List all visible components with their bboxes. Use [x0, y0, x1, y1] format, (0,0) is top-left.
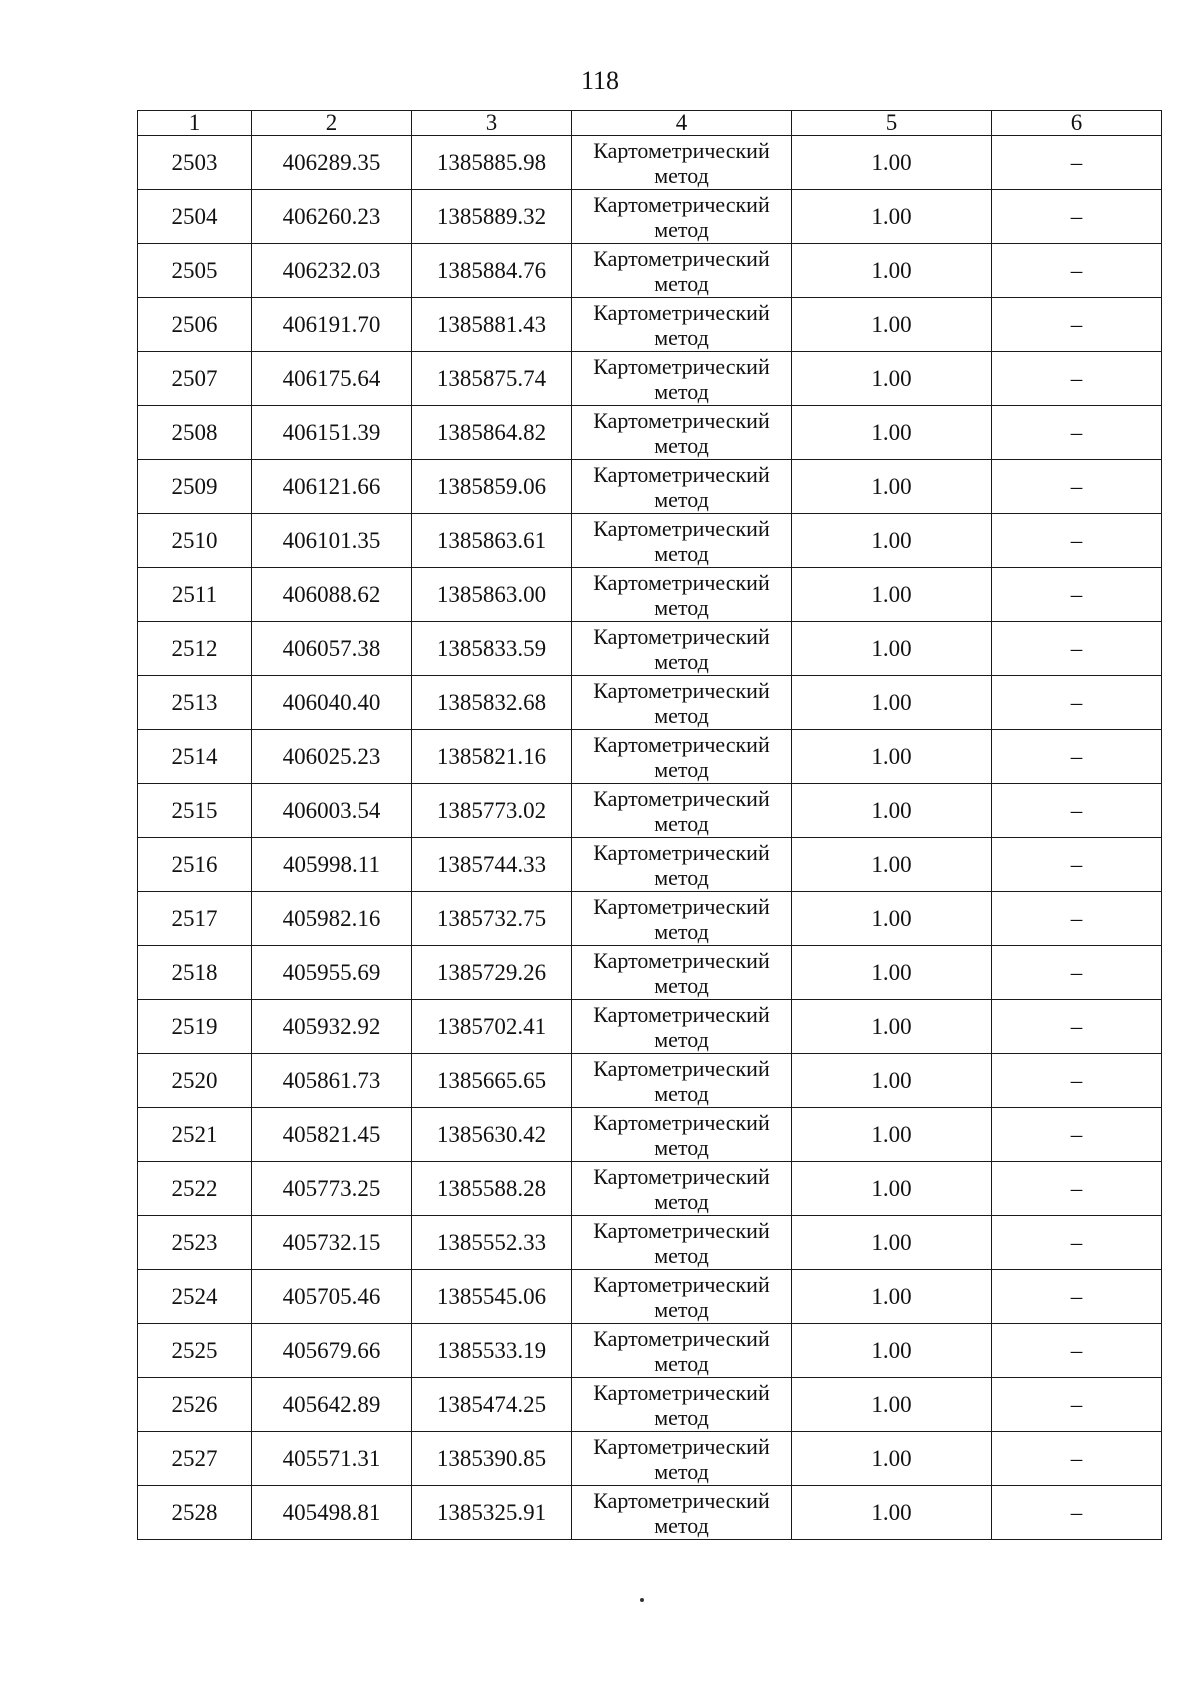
table-row	[138, 1270, 1162, 1324]
note-cell: –	[992, 1378, 1162, 1432]
method-cell: Картометрический метод	[572, 1216, 792, 1270]
x-coordinate-cell: 405998.11	[252, 838, 412, 892]
note-cell: –	[992, 784, 1162, 838]
y-coordinate-cell: 1385884.76	[412, 244, 572, 298]
note-cell: –	[992, 1000, 1162, 1054]
note-cell: –	[992, 1270, 1162, 1324]
table-row	[138, 298, 1162, 352]
y-coordinate-cell: 1385325.91	[412, 1486, 572, 1540]
note-cell: –	[992, 1324, 1162, 1378]
method-cell: Картометрический метод	[572, 1486, 792, 1540]
method-cell: Картометрический метод	[572, 568, 792, 622]
x-coordinate-cell: 405932.92	[252, 1000, 412, 1054]
note-cell: –	[992, 892, 1162, 946]
point-number-cell: 2521	[138, 1108, 252, 1162]
method-cell: Картометрический метод	[572, 1432, 792, 1486]
y-coordinate-cell: 1385889.32	[412, 190, 572, 244]
point-number-cell: 2508	[138, 406, 252, 460]
accuracy-cell: 1.00	[792, 892, 992, 946]
table-row	[138, 676, 1162, 730]
y-coordinate-cell: 1385863.61	[412, 514, 572, 568]
point-number-cell: 2510	[138, 514, 252, 568]
note-cell: –	[992, 838, 1162, 892]
accuracy-cell: 1.00	[792, 190, 992, 244]
table-header-row	[138, 111, 1162, 136]
x-coordinate-cell: 406088.62	[252, 568, 412, 622]
y-coordinate-cell: 1385875.74	[412, 352, 572, 406]
table-row	[138, 1378, 1162, 1432]
method-cell: Картометрический метод	[572, 460, 792, 514]
y-coordinate-cell: 1385885.98	[412, 136, 572, 190]
accuracy-cell: 1.00	[792, 1486, 992, 1540]
point-number-cell: 2511	[138, 568, 252, 622]
table-row	[138, 460, 1162, 514]
method-cell: Картометрический метод	[572, 622, 792, 676]
table-row	[138, 352, 1162, 406]
note-cell: –	[992, 730, 1162, 784]
accuracy-cell: 1.00	[792, 136, 992, 190]
scan-speck	[640, 1598, 644, 1602]
note-cell: –	[992, 1216, 1162, 1270]
table-row	[138, 784, 1162, 838]
x-coordinate-cell: 406191.70	[252, 298, 412, 352]
y-coordinate-cell: 1385863.00	[412, 568, 572, 622]
method-cell: Картометрический метод	[572, 1270, 792, 1324]
table-row	[138, 730, 1162, 784]
y-coordinate-cell: 1385744.33	[412, 838, 572, 892]
x-coordinate-cell: 405571.31	[252, 1432, 412, 1486]
point-number-cell: 2518	[138, 946, 252, 1000]
note-cell: –	[992, 298, 1162, 352]
note-cell: –	[992, 406, 1162, 460]
point-number-cell: 2523	[138, 1216, 252, 1270]
accuracy-cell: 1.00	[792, 676, 992, 730]
point-number-cell: 2516	[138, 838, 252, 892]
coordinates-table	[137, 110, 1162, 1540]
y-coordinate-cell: 1385833.59	[412, 622, 572, 676]
x-coordinate-cell: 406151.39	[252, 406, 412, 460]
column-header-1: 1	[138, 111, 252, 136]
point-number-cell: 2528	[138, 1486, 252, 1540]
method-cell: Картометрический метод	[572, 1378, 792, 1432]
accuracy-cell: 1.00	[792, 1000, 992, 1054]
point-number-cell: 2525	[138, 1324, 252, 1378]
note-cell: –	[992, 676, 1162, 730]
y-coordinate-cell: 1385732.75	[412, 892, 572, 946]
table-row	[138, 1486, 1162, 1540]
x-coordinate-cell: 405955.69	[252, 946, 412, 1000]
table-row	[138, 892, 1162, 946]
y-coordinate-cell: 1385533.19	[412, 1324, 572, 1378]
accuracy-cell: 1.00	[792, 244, 992, 298]
x-coordinate-cell: 406057.38	[252, 622, 412, 676]
x-coordinate-cell: 405861.73	[252, 1054, 412, 1108]
point-number-cell: 2515	[138, 784, 252, 838]
point-number-cell: 2509	[138, 460, 252, 514]
method-cell: Картометрический метод	[572, 892, 792, 946]
method-cell: Картометрический метод	[572, 1162, 792, 1216]
method-cell: Картометрический метод	[572, 352, 792, 406]
table-row	[138, 406, 1162, 460]
accuracy-cell: 1.00	[792, 1216, 992, 1270]
accuracy-cell: 1.00	[792, 730, 992, 784]
table-row	[138, 1000, 1162, 1054]
method-cell: Картометрический метод	[572, 190, 792, 244]
method-cell: Картометрический метод	[572, 298, 792, 352]
accuracy-cell: 1.00	[792, 1162, 992, 1216]
x-coordinate-cell: 405732.15	[252, 1216, 412, 1270]
note-cell: –	[992, 1486, 1162, 1540]
method-cell: Картометрический метод	[572, 946, 792, 1000]
method-cell: Картометрический метод	[572, 676, 792, 730]
y-coordinate-cell: 1385859.06	[412, 460, 572, 514]
accuracy-cell: 1.00	[792, 514, 992, 568]
accuracy-cell: 1.00	[792, 352, 992, 406]
note-cell: –	[992, 622, 1162, 676]
table-row	[138, 1216, 1162, 1270]
accuracy-cell: 1.00	[792, 1432, 992, 1486]
table-row	[138, 1432, 1162, 1486]
x-coordinate-cell: 406025.23	[252, 730, 412, 784]
table-row	[138, 1324, 1162, 1378]
method-cell: Картометрический метод	[572, 1324, 792, 1378]
table-row	[138, 622, 1162, 676]
x-coordinate-cell: 406232.03	[252, 244, 412, 298]
accuracy-cell: 1.00	[792, 622, 992, 676]
x-coordinate-cell: 405642.89	[252, 1378, 412, 1432]
x-coordinate-cell: 406101.35	[252, 514, 412, 568]
table-row	[138, 190, 1162, 244]
accuracy-cell: 1.00	[792, 460, 992, 514]
note-cell: –	[992, 1054, 1162, 1108]
table-row	[138, 136, 1162, 190]
x-coordinate-cell: 405705.46	[252, 1270, 412, 1324]
accuracy-cell: 1.00	[792, 298, 992, 352]
method-cell: Картометрический метод	[572, 244, 792, 298]
accuracy-cell: 1.00	[792, 1108, 992, 1162]
table-row	[138, 244, 1162, 298]
point-number-cell: 2513	[138, 676, 252, 730]
x-coordinate-cell: 406040.40	[252, 676, 412, 730]
table-row	[138, 1162, 1162, 1216]
y-coordinate-cell: 1385702.41	[412, 1000, 572, 1054]
y-coordinate-cell: 1385588.28	[412, 1162, 572, 1216]
column-header-2: 2	[252, 111, 412, 136]
x-coordinate-cell: 405773.25	[252, 1162, 412, 1216]
note-cell: –	[992, 1108, 1162, 1162]
accuracy-cell: 1.00	[792, 406, 992, 460]
method-cell: Картометрический метод	[572, 730, 792, 784]
x-coordinate-cell: 405679.66	[252, 1324, 412, 1378]
point-number-cell: 2524	[138, 1270, 252, 1324]
point-number-cell: 2504	[138, 190, 252, 244]
point-number-cell: 2507	[138, 352, 252, 406]
point-number-cell: 2519	[138, 1000, 252, 1054]
table-row	[138, 1054, 1162, 1108]
table-row	[138, 838, 1162, 892]
y-coordinate-cell: 1385390.85	[412, 1432, 572, 1486]
method-cell: Картометрический метод	[572, 1000, 792, 1054]
point-number-cell: 2503	[138, 136, 252, 190]
accuracy-cell: 1.00	[792, 1324, 992, 1378]
note-cell: –	[992, 190, 1162, 244]
column-header-6: 6	[992, 111, 1162, 136]
y-coordinate-cell: 1385665.65	[412, 1054, 572, 1108]
point-number-cell: 2522	[138, 1162, 252, 1216]
point-number-cell: 2505	[138, 244, 252, 298]
note-cell: –	[992, 1162, 1162, 1216]
point-number-cell: 2512	[138, 622, 252, 676]
table-row	[138, 514, 1162, 568]
point-number-cell: 2526	[138, 1378, 252, 1432]
column-header-3: 3	[412, 111, 572, 136]
table-body	[138, 136, 1162, 1540]
x-coordinate-cell: 406260.23	[252, 190, 412, 244]
note-cell: –	[992, 514, 1162, 568]
accuracy-cell: 1.00	[792, 946, 992, 1000]
x-coordinate-cell: 405498.81	[252, 1486, 412, 1540]
table-row	[138, 946, 1162, 1000]
y-coordinate-cell: 1385729.26	[412, 946, 572, 1000]
y-coordinate-cell: 1385821.16	[412, 730, 572, 784]
x-coordinate-cell: 406175.64	[252, 352, 412, 406]
y-coordinate-cell: 1385474.25	[412, 1378, 572, 1432]
x-coordinate-cell: 406121.66	[252, 460, 412, 514]
accuracy-cell: 1.00	[792, 1378, 992, 1432]
y-coordinate-cell: 1385832.68	[412, 676, 572, 730]
y-coordinate-cell: 1385881.43	[412, 298, 572, 352]
point-number-cell: 2527	[138, 1432, 252, 1486]
method-cell: Картометрический метод	[572, 784, 792, 838]
note-cell: –	[992, 568, 1162, 622]
x-coordinate-cell: 405821.45	[252, 1108, 412, 1162]
method-cell: Картометрический метод	[572, 406, 792, 460]
table-row	[138, 1108, 1162, 1162]
accuracy-cell: 1.00	[792, 838, 992, 892]
x-coordinate-cell: 406003.54	[252, 784, 412, 838]
note-cell: –	[992, 460, 1162, 514]
accuracy-cell: 1.00	[792, 1270, 992, 1324]
table-row	[138, 568, 1162, 622]
y-coordinate-cell: 1385545.06	[412, 1270, 572, 1324]
y-coordinate-cell: 1385773.02	[412, 784, 572, 838]
method-cell: Картометрический метод	[572, 1054, 792, 1108]
accuracy-cell: 1.00	[792, 784, 992, 838]
x-coordinate-cell: 406289.35	[252, 136, 412, 190]
point-number-cell: 2514	[138, 730, 252, 784]
page-number: 118	[580, 66, 620, 95]
point-number-cell: 2517	[138, 892, 252, 946]
column-header-5: 5	[792, 111, 992, 136]
note-cell: –	[992, 946, 1162, 1000]
point-number-cell: 2506	[138, 298, 252, 352]
method-cell: Картометрический метод	[572, 1108, 792, 1162]
method-cell: Картометрический метод	[572, 838, 792, 892]
method-cell: Картометрический метод	[572, 136, 792, 190]
y-coordinate-cell: 1385864.82	[412, 406, 572, 460]
note-cell: –	[992, 1432, 1162, 1486]
column-header-4: 4	[572, 111, 792, 136]
method-cell: Картометрический метод	[572, 514, 792, 568]
note-cell: –	[992, 352, 1162, 406]
accuracy-cell: 1.00	[792, 568, 992, 622]
note-cell: –	[992, 136, 1162, 190]
accuracy-cell: 1.00	[792, 1054, 992, 1108]
y-coordinate-cell: 1385552.33	[412, 1216, 572, 1270]
y-coordinate-cell: 1385630.42	[412, 1108, 572, 1162]
point-number-cell: 2520	[138, 1054, 252, 1108]
x-coordinate-cell: 405982.16	[252, 892, 412, 946]
note-cell: –	[992, 244, 1162, 298]
